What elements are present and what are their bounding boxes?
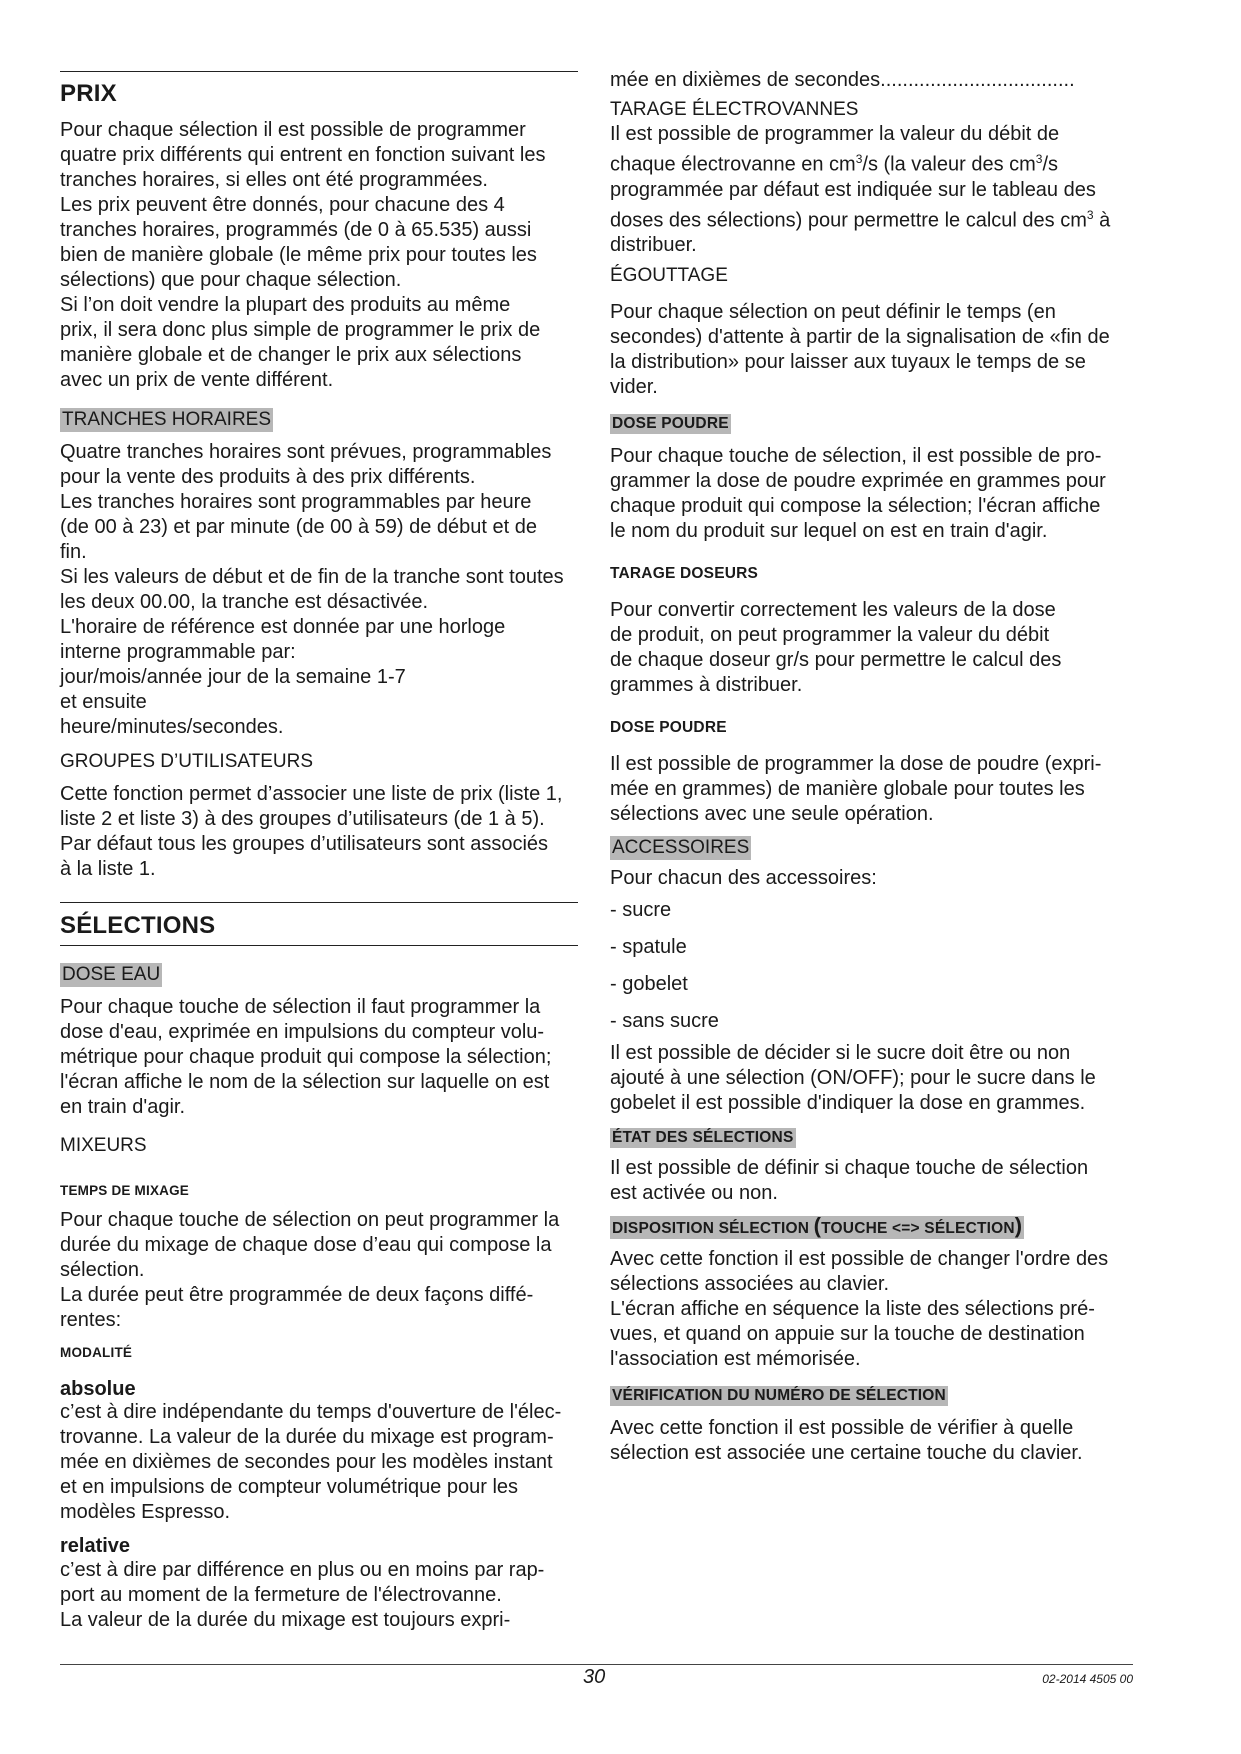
prix-paragraph: Pour chaque sélection il est possible de programmer quatre prix différents qui entrent en fonction suivant les tranches horaires, si elles ont été programmées. Les prix peuvent être donnés, pour chacune des 4 tranches horaires, programmés (de 0 à 65.535) aussi bien de manière globale (le même prix pour toutes les sélections) que pour chaque sélection. Si l’on doit vendre la plupart des produits au même prix, il sera donc plus simple de programmer le prix de manière globale et de changer le prix aux sélections avec un prix de vente différent. [60, 119, 546, 391]
accessoires-paragraph: Il est possible de décider si le sucre doit être ou non ajouté à une sélection (ON/OFF); pour le sucre dans le gobelet il est possible d'indiquer la dose en grammes. [610, 1042, 1096, 1114]
tarage-doseurs-heading: TARAGE DOSEURS [610, 565, 759, 582]
relative-paragraph: c’est à dire par différence en plus ou en moins par rap- port au moment de la fermeture de l'électrovanne. La valeur de la durée du mixage est toujours expri- [60, 1559, 545, 1631]
tranches-horaires-paragraph: Quatre tranches horaires sont prévues, programmables pour la vente des produits à des prix différents. Les tranches horaires sont programmables par heure (de 00 à 23) et par minute (de 00 à 59) de début et de fin. Si les valeurs de début et de fin de la tranche sont toutes les deux 00.00, la tranche est désactivée. L'horaire de référence est donnée par une horloge interne programmable par: jour/mois/année jour de la semaine 1-7 et ensuite heure/minutes/secondes. [60, 441, 564, 738]
disposition-selection-paragraph: Avec cette fonction il est possible de changer l'ordre des sélections associées au clavier. L'écran affiche en séquence la liste des sélections pré- vues, et quand on appuie sur la touche de destination l'association est mémorisée. [610, 1248, 1109, 1370]
disposition-selection-heading: DISPOSITION SÉLECTION (TOUCHE <=> SÉLECTION) [612, 1213, 1023, 1238]
selections-heading: SÉLECTIONS [60, 912, 216, 939]
mixeurs-heading: MIXEURS [60, 1135, 147, 1156]
section-rule [60, 902, 578, 903]
tarage-doseurs-paragraph: Pour convertir correctement les valeurs de la dose de produit, on peut programmer la valeur du débit de chaque doseur gr/s pour permettre le calcul des grammes à distribuer. [610, 599, 1062, 696]
dose-poudre-global-paragraph: Il est possible de programmer la dose de poudre (expri- mée en grammes) de manière globale pour toutes les sélections avec une seule opération. [610, 753, 1102, 825]
footer-rule [60, 1664, 1133, 1665]
dose-poudre-heading: DOSE POUDRE [612, 415, 729, 432]
section-rule [60, 945, 578, 946]
dose-eau-heading: DOSE EAU [62, 964, 161, 985]
dose-poudre-paragraph: Pour chaque touche de sélection, il est possible de pro- grammer la dose de poudre exprimée en grammes pour chaque produit qui compose la sélection; l'écran affiche le nom du produit sur lequel on est en train d'agir. [610, 445, 1106, 542]
relative-heading: relative [60, 1535, 131, 1557]
dose-eau-paragraph: Pour chaque touche de sélection il faut programmer la dose d'eau, exprimée en impulsions du compteur volu- métrique pour chaque produit qui compose la sélection; l'écran affiche le nom de la sélection sur laquelle on est en train d'agir. [60, 996, 552, 1118]
continued-paragraph: mée en dixièmes de secondes................................... [610, 69, 1075, 91]
tranches-horaires-heading: TRANCHES HORAIRES [62, 409, 272, 430]
document-code: 02-2014 4505 00 [1042, 1672, 1133, 1686]
absolue-paragraph: c’est à dire indépendante du temps d'ouverture de l'élec- trovanne. La valeur de la durée du mixage est program- mée en dixièmes de secondes pour les modèles instant et en impulsions de compteur volumétrique pour les modèles Espresso. [60, 1401, 562, 1523]
superscript: 3 [1086, 207, 1094, 222]
list-item: - sucre [610, 899, 672, 921]
egouttage-heading: ÉGOUTTAGE [610, 265, 728, 286]
accessoires-heading: ACCESSOIRES [612, 837, 750, 858]
modalite-heading: MODALITÉ [60, 1345, 133, 1360]
tarage-electrovannes-paragraph: Il est possible de programmer la valeur du débit de chaque électrovanne en $cm^3/s$ (la valeur des $cm^3/s$ programmée par défaut est indiquée sur le tableau des doses des sélections) pour permettre le calcul des $cm^3$ à distribuer. [610, 123, 1111, 257]
verification-heading: VÉRIFICATION DU NUMÉRO DE SÉLECTION [612, 1387, 946, 1404]
page-number: 30 [583, 1666, 606, 1688]
absolue-heading: absolue [60, 1378, 136, 1400]
dose-poudre-global-heading: DOSE POUDRE [610, 719, 727, 736]
tarage-electrovannes-heading: TARAGE ÉLECTROVANNES [610, 99, 859, 120]
accessoires-intro: Pour chacun des accessoires: [610, 867, 877, 889]
superscript: 3 [1035, 152, 1043, 166]
prix-heading: PRIX [60, 80, 117, 107]
egouttage-paragraph: Pour chaque sélection on peut définir le temps (en secondes) d'attente à partir de la signalisation de «fin de la distribution» pour laisser aux tuyaux le temps de se vider. [610, 301, 1110, 398]
groupes-utilisateurs-heading: GROUPES D’UTILISATEURS [60, 751, 314, 772]
temps-mixage-paragraph: Pour chaque touche de sélection on peut programmer la durée du mixage de chaque dose d’eau qui compose la sélection. La durée peut être programmée de deux façons diffé- rentes: [60, 1209, 560, 1331]
etat-selections-paragraph: Il est possible de définir si chaque touche de sélection est activée ou non. [610, 1157, 1089, 1204]
etat-selections-heading: ÉTAT DES SÉLECTIONS [612, 1129, 794, 1146]
section-rule [60, 71, 578, 72]
list-item: - gobelet [610, 973, 688, 995]
list-item: - spatule [610, 936, 687, 958]
verification-paragraph: Avec cette fonction il est possible de vérifier à quelle sélection est associée une certaine touche du clavier. [610, 1417, 1083, 1464]
list-item: - sans sucre [610, 1010, 719, 1032]
groupes-utilisateurs-paragraph: Cette fonction permet d’associer une liste de prix (liste 1, liste 2 et liste 3) à des groupes d’utilisateurs (de 1 à 5). Par défaut tous les groupes d’utilisateurs sont associés à la liste 1. [60, 783, 563, 880]
temps-mixage-heading: TEMPS DE MIXAGE [60, 1183, 190, 1198]
superscript: 3 [855, 152, 863, 166]
